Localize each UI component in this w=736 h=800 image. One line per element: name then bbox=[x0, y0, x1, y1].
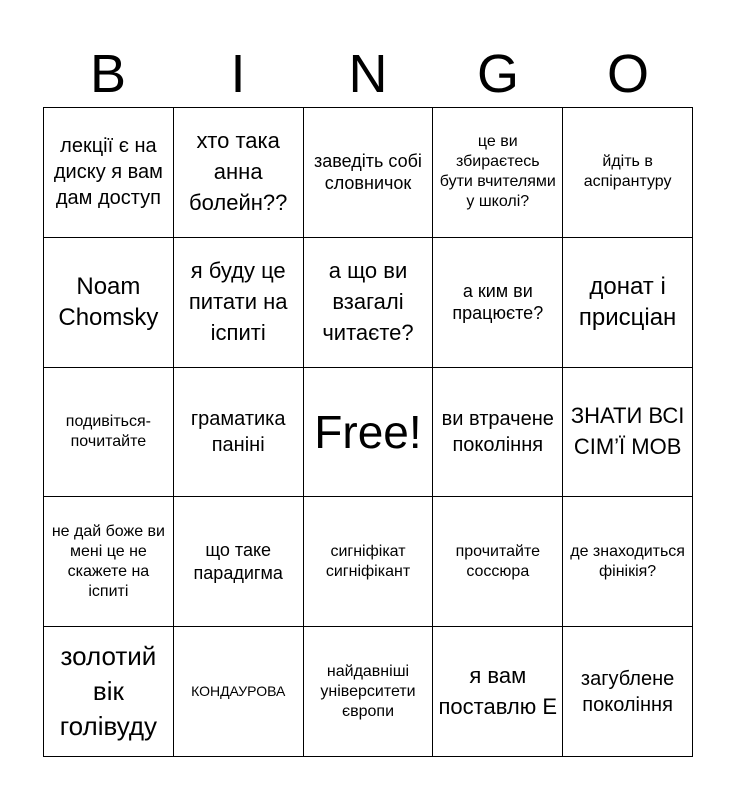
cell-text: найдавніші університети європи bbox=[320, 662, 416, 720]
bingo-cell[interactable] bbox=[44, 368, 174, 498]
cell-text: де знаходиться фінікія? bbox=[570, 542, 685, 580]
bingo-cell[interactable] bbox=[304, 238, 434, 368]
cell-text: не дай боже ви мені це не скажете на іспиті bbox=[51, 522, 165, 600]
cell-text: лекції є на диску я вам дам доступ bbox=[53, 135, 163, 210]
bingo-cell[interactable] bbox=[174, 627, 304, 757]
bingo-cell[interactable] bbox=[563, 238, 693, 368]
bingo-cell[interactable] bbox=[304, 497, 434, 627]
bingo-cell[interactable] bbox=[174, 368, 304, 498]
cell-text: подивіться-почитайте bbox=[65, 412, 151, 450]
cell-text: сигніфікат сигніфікант bbox=[325, 542, 411, 580]
cell-text: донат і присціан bbox=[578, 273, 677, 332]
bingo-grid bbox=[43, 107, 693, 757]
header-letter-n: N bbox=[348, 44, 388, 104]
header-letter-g: G bbox=[476, 44, 519, 104]
free-cell[interactable] bbox=[304, 368, 434, 498]
bingo-cell[interactable] bbox=[563, 497, 693, 627]
cell-text: Noam Chomsky bbox=[58, 273, 159, 332]
cell-text: а що ви взагалі читаєте? bbox=[322, 258, 414, 345]
cell-text: а ким ви працюєте? bbox=[452, 280, 544, 324]
bingo-cell[interactable] bbox=[174, 497, 304, 627]
bingo-cell[interactable] bbox=[44, 497, 174, 627]
cell-text: заведіть собі словничок bbox=[314, 150, 422, 194]
bingo-cell[interactable] bbox=[433, 238, 563, 368]
cell-text: граматика паніні bbox=[190, 407, 286, 456]
header-letter-i: I bbox=[230, 44, 246, 104]
bingo-cell[interactable] bbox=[44, 627, 174, 757]
cell-text: Free! bbox=[314, 405, 422, 458]
cell-text: що таке парадигма bbox=[193, 540, 283, 583]
bingo-cell[interactable] bbox=[44, 238, 174, 368]
cell-text: ви втрачене покоління bbox=[441, 407, 554, 456]
bingo-cell[interactable] bbox=[563, 368, 693, 498]
bingo-header bbox=[43, 40, 693, 108]
cell-text: золотий вік голівуду bbox=[59, 640, 158, 742]
cell-text: йдіть в аспірантуру bbox=[583, 153, 672, 191]
bingo-cell[interactable] bbox=[304, 108, 434, 238]
bingo-cell[interactable] bbox=[44, 108, 174, 238]
bingo-cell[interactable] bbox=[563, 108, 693, 238]
bingo-cell[interactable] bbox=[433, 497, 563, 627]
cell-text: хто така анна болейн?? bbox=[189, 128, 288, 215]
cell-text: загублене покоління bbox=[580, 667, 675, 716]
header-letter-o: O bbox=[606, 44, 649, 104]
bingo-cell[interactable] bbox=[433, 108, 563, 238]
cell-text: ЗНАТИ ВСІ СІМ’Ї МОВ bbox=[570, 403, 685, 459]
cell-text: я вам поставлю Е bbox=[438, 662, 558, 719]
bingo-cell[interactable] bbox=[304, 627, 434, 757]
cell-text: прочитайте соссюра bbox=[455, 542, 540, 580]
bingo-cell[interactable] bbox=[174, 108, 304, 238]
bingo-cell[interactable] bbox=[433, 368, 563, 498]
cell-text: це ви збираєтесь бути вчителями у школі? bbox=[439, 133, 556, 211]
bingo-cell[interactable] bbox=[563, 627, 693, 757]
header-letter-b: B bbox=[89, 44, 127, 104]
bingo-cell[interactable] bbox=[174, 238, 304, 368]
bingo-cell[interactable] bbox=[433, 627, 563, 757]
cell-text: я буду це питати на іспиті bbox=[188, 258, 288, 345]
cell-text: КОНДАУРОВА bbox=[191, 683, 286, 700]
